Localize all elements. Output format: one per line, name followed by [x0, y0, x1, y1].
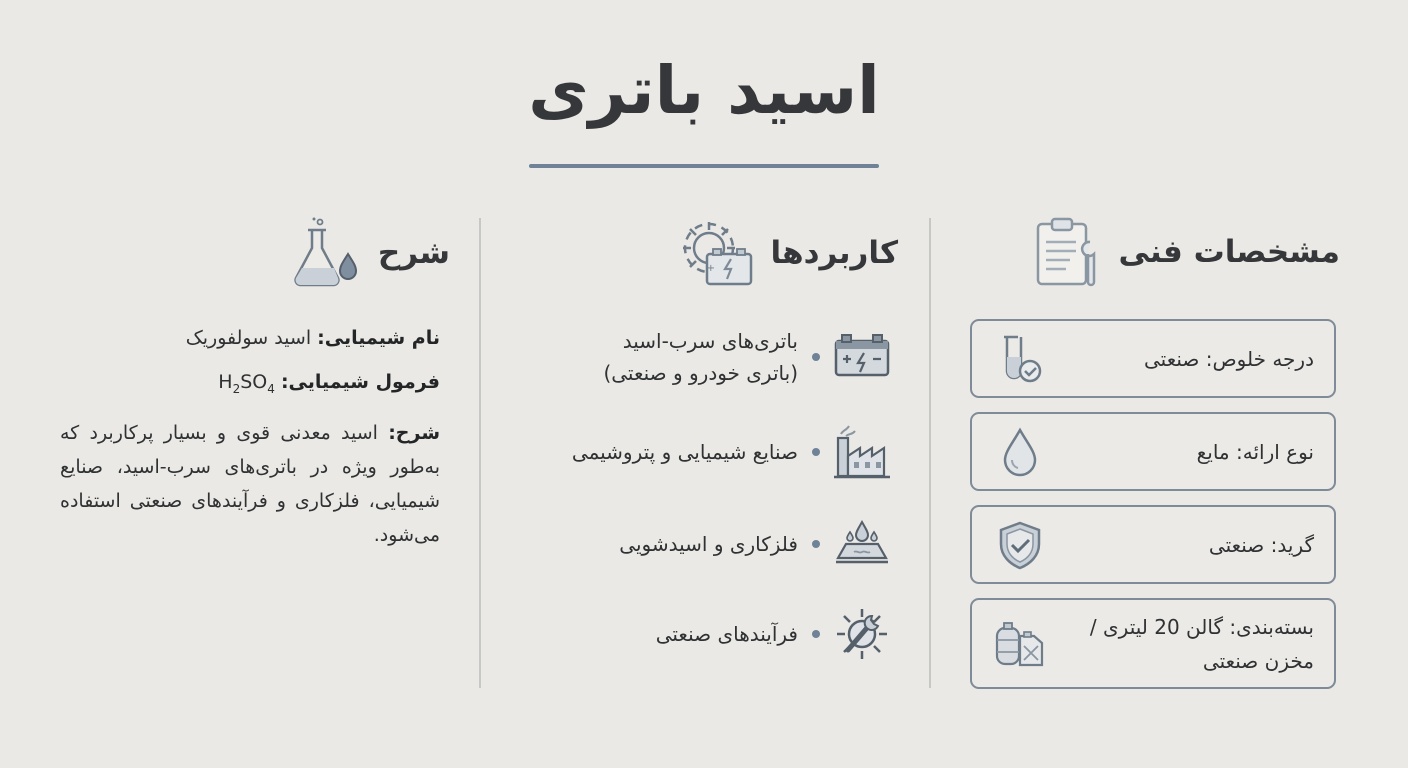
page-title: اسید باتری	[528, 52, 880, 129]
spec-form-text: نوع ارائه: مایع	[1196, 439, 1314, 464]
formula-line	[60, 365, 440, 406]
description-body	[60, 321, 440, 552]
gear-wrench-icon	[832, 604, 892, 664]
specs-heading	[1028, 214, 1340, 290]
description-value: اسید معدنی قوی و بسیار پرکاربرد که به‌طور ویژه در باتری‌های سرب-اسید، صنایع شیمیایی، فلزکاری و فرآیندهای صنعتی استفاده می‌شود.	[60, 421, 440, 546]
column-divider	[479, 218, 481, 688]
shield-check-icon	[994, 519, 1046, 571]
gear-battery-icon	[677, 216, 755, 290]
formula-h-sub: 2	[232, 381, 241, 396]
application-item	[520, 514, 892, 574]
application-item	[520, 325, 892, 389]
description-paragraph	[60, 416, 440, 552]
chemical-formula	[218, 365, 275, 406]
factory-icon	[832, 422, 892, 482]
formula-so: SO	[240, 371, 268, 393]
bullet	[812, 448, 820, 456]
specs-heading-text: مشخصات فنی	[1118, 234, 1340, 270]
applications-heading-text: کاربردها	[770, 235, 898, 271]
metal-acid-wash-icon	[832, 514, 892, 574]
application-item	[520, 604, 892, 664]
spec-card-purity	[970, 319, 1336, 398]
chemical-name-label: نام شیمیایی:	[317, 327, 440, 349]
tank-jerrycan-icon	[994, 618, 1046, 670]
bullet	[812, 353, 820, 361]
test-tube-check-icon	[994, 333, 1046, 385]
formula-so-sub: 4	[267, 381, 275, 396]
formula-label: فرمول شیمیایی:	[280, 371, 440, 393]
application-text: فلزکاری و اسیدشویی	[619, 532, 798, 556]
svg-text:+: +	[706, 263, 715, 274]
application-text: باتری‌های سرب-اسید (باتری خودرو و صنعتی)	[603, 329, 798, 385]
spec-grade-text: گرید: صنعتی	[1208, 532, 1314, 557]
spec-card-packaging	[970, 598, 1336, 689]
bullet	[812, 540, 820, 548]
spec-packaging-text: بسته‌بندی: گالن 20 لیتری / مخزن صنعتی	[1089, 614, 1314, 673]
spec-card-form	[970, 412, 1336, 491]
bullet	[812, 630, 820, 638]
droplet-icon	[994, 426, 1046, 478]
title-underline	[529, 164, 879, 168]
application-text: صنایع شیمیایی و پتروشیمی	[571, 440, 798, 464]
car-battery-icon	[832, 327, 892, 387]
flask-droplet-icon	[290, 216, 362, 290]
description-heading-text: شرح	[377, 235, 450, 271]
application-text: فرآیندهای صنعتی	[655, 622, 798, 646]
applications-heading	[668, 216, 898, 290]
spec-purity-text: درجه خلوص: صنعتی	[1144, 346, 1314, 371]
clipboard-wrench-icon	[1032, 214, 1102, 290]
chemical-name-value: اسید سولفوریک	[185, 327, 312, 349]
description-label: شرح:	[388, 421, 440, 444]
formula-h: H	[218, 371, 233, 393]
chemical-name-line	[60, 321, 440, 355]
spec-card-grade	[970, 505, 1336, 584]
application-item	[520, 422, 892, 482]
column-divider	[929, 218, 931, 688]
description-heading	[282, 216, 450, 290]
